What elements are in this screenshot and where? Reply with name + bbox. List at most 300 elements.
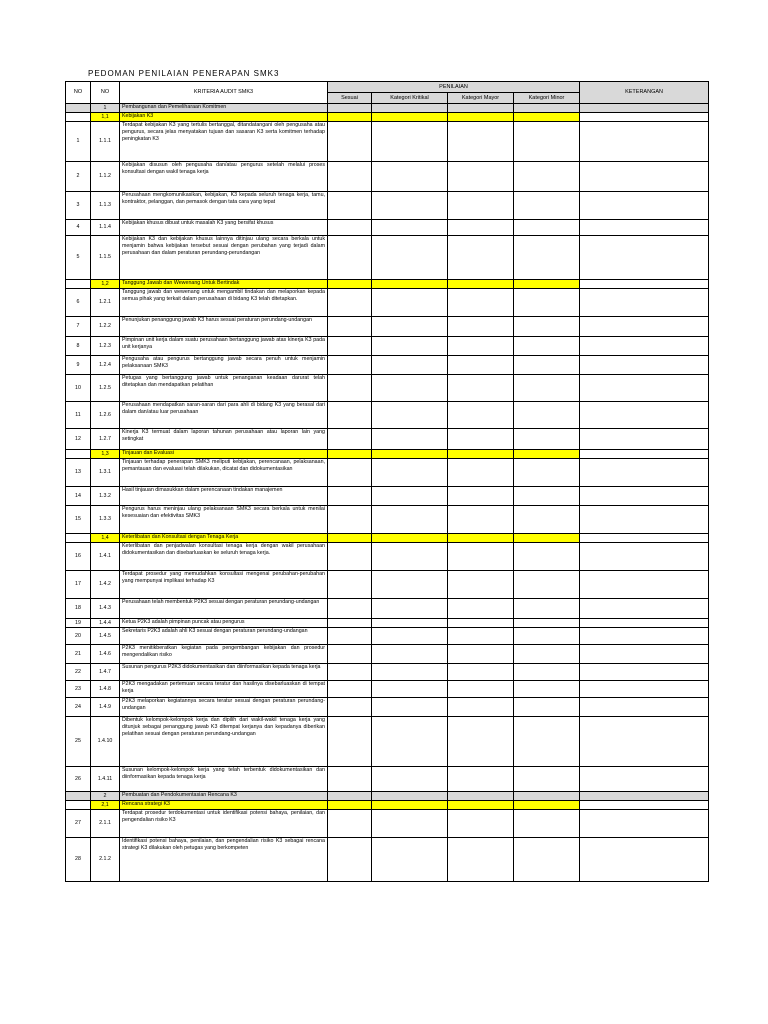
row-number — [66, 113, 91, 122]
table-row — [66, 792, 709, 801]
score-cell-sesuai[interactable] — [328, 767, 372, 792]
header-no-sub: NO — [91, 82, 120, 104]
score-cell-kritikal[interactable] — [372, 375, 448, 402]
criteria-number: 1.3.3 — [91, 506, 120, 534]
score-cell-sesuai[interactable] — [328, 356, 372, 375]
score-cell-kritikal[interactable] — [372, 717, 448, 767]
keterangan-cell — [580, 664, 709, 681]
score-cell-mayor[interactable] — [448, 767, 514, 792]
criteria-text: Perusahaan mengkomunikasikan, kebijakan, K3 kepada seluruh tenaga kerja, tamu, kontraktor, pelanggan, dan pemasok dengan tata cara yang tepat — [120, 192, 328, 220]
table-row — [66, 220, 709, 236]
row-number: 2 — [66, 162, 91, 192]
row-number: 12 — [66, 429, 91, 450]
score-cell-sesuai[interactable] — [328, 681, 372, 698]
keterangan-cell — [580, 289, 709, 317]
keterangan-cell — [580, 801, 709, 810]
table-row — [66, 599, 709, 619]
row-number: 3 — [66, 192, 91, 220]
score-cell-kritikal[interactable] — [372, 664, 448, 681]
table-row — [66, 450, 709, 459]
score-cell — [448, 801, 514, 810]
table-row — [66, 506, 709, 534]
keterangan-cell — [580, 375, 709, 402]
criteria-text: Petugas yang bertanggung jawab untuk penanganan keadaan darurat telah ditetapkan dan mendapatkan pelatihan — [120, 375, 328, 402]
score-cell-kritikal[interactable] — [372, 628, 448, 645]
row-number: 24 — [66, 698, 91, 717]
table-row — [66, 337, 709, 356]
subsection-number: 1,2 — [91, 280, 120, 289]
score-cell-minor[interactable] — [514, 810, 580, 838]
criteria-text: Terdapat prosedur terdokumentasi untuk identifikasi potensi bahaya, penilaian, dan pengendalian risiko K3 — [120, 810, 328, 838]
table-row — [66, 104, 709, 113]
criteria-text: Kebijakan K3 dan kebijakan khusus lainnya ditinjau ulang secara berkala untuk menjamin bahwa kebijakan tersebut sesuai dengan perubahan yang terjadi dalam perusahaan dan dalam peraturan perundang-perundangan — [120, 236, 328, 280]
keterangan-cell — [580, 571, 709, 599]
score-cell-kritikal[interactable] — [372, 192, 448, 220]
score-cell — [514, 450, 580, 459]
score-cell-mayor[interactable] — [448, 599, 514, 619]
table-row — [66, 113, 709, 122]
score-cell — [328, 534, 372, 543]
row-number: 1 — [66, 122, 91, 162]
score-cell-minor[interactable] — [514, 681, 580, 698]
criteria-text: Dibentuk kelompok-kelompok kerja dan dipilih dari wakil-wakil tenaga kerja yang ditunjuk sebagai penanggung jawab K3 ditempat kerjanya dan kepadanya diberikan pelatihan sesuai dengan peraturan perundang-undangan — [120, 717, 328, 767]
score-cell-minor[interactable] — [514, 767, 580, 792]
keterangan-cell — [580, 113, 709, 122]
row-number: 5 — [66, 236, 91, 280]
header-sesuai: Sesuai — [328, 93, 372, 104]
score-cell-minor[interactable] — [514, 375, 580, 402]
header-minor: Kategori Minor — [514, 93, 580, 104]
score-cell — [372, 801, 448, 810]
row-number: 18 — [66, 599, 91, 619]
score-cell — [448, 534, 514, 543]
criteria-text: Kebijakan disusun oleh pengusaha dan/atau pengurus setelah melalui proses konsultasi dengan wakil tenaga kerja — [120, 162, 328, 192]
score-cell-minor[interactable] — [514, 838, 580, 882]
keterangan-cell — [580, 220, 709, 236]
keterangan-cell — [580, 810, 709, 838]
table-row — [66, 317, 709, 337]
keterangan-cell — [580, 104, 709, 113]
criteria-text: P2K3 menitikberatkan kegiatan pada pengembangan kebijakan dan prosedur mengendalikan risiko — [120, 645, 328, 664]
score-cell — [448, 280, 514, 289]
score-cell-minor[interactable] — [514, 487, 580, 506]
score-cell-sesuai[interactable] — [328, 236, 372, 280]
score-cell-sesuai[interactable] — [328, 220, 372, 236]
score-cell-mayor[interactable] — [448, 645, 514, 664]
table-row — [66, 192, 709, 220]
score-cell-sesuai[interactable] — [328, 459, 372, 487]
criteria-number: 1.4.3 — [91, 599, 120, 619]
criteria-text: Terdapat kebijakan K3 yang tertulis bertanggal, ditandatangani oleh pengusaha atau pengurus, secara jelas menyatakan tujuan dan sasaran K3 serta komitmen terhadap peningkatan K3 — [120, 122, 328, 162]
subsection-title: Kebijakan K3 — [120, 113, 328, 122]
score-cell-minor[interactable] — [514, 543, 580, 571]
criteria-number: 2.1.1 — [91, 810, 120, 838]
criteria-number: 1.4.7 — [91, 664, 120, 681]
criteria-text: Pimpinan unit kerja dalam suatu perusahaan bertanggung jawab atas kinerja K3 pada unit kerjanya — [120, 337, 328, 356]
table-row — [66, 429, 709, 450]
score-cell-mayor[interactable] — [448, 356, 514, 375]
row-number — [66, 280, 91, 289]
score-cell-kritikal[interactable] — [372, 838, 448, 882]
score-cell-kritikal[interactable] — [372, 698, 448, 717]
criteria-number: 1.4.5 — [91, 628, 120, 645]
score-cell — [372, 792, 448, 801]
score-cell-kritikal[interactable] — [372, 506, 448, 534]
header-mayor: Kategori Mayor — [448, 93, 514, 104]
score-cell-kritikal[interactable] — [372, 599, 448, 619]
score-cell-sesuai[interactable] — [328, 506, 372, 534]
keterangan-cell — [580, 236, 709, 280]
score-cell-mayor[interactable] — [448, 162, 514, 192]
score-cell-kritikal[interactable] — [372, 356, 448, 375]
score-cell-mayor[interactable] — [448, 571, 514, 599]
keterangan-cell — [580, 628, 709, 645]
score-cell-sesuai[interactable] — [328, 619, 372, 628]
score-cell-kritikal[interactable] — [372, 810, 448, 838]
criteria-text: Tinjauan terhadap penerapan SMK3 meliputi kebijakan, perencanaan, pelaksanaan, pemantauan dan evaluasi telah dilakukan, dicatat dan didokumentasikan — [120, 459, 328, 487]
score-cell-sesuai[interactable] — [328, 487, 372, 506]
criteria-text: Hasil tinjauan dimasukkan dalam perencanaan tindakan manajemen — [120, 487, 328, 506]
row-number: 8 — [66, 337, 91, 356]
criteria-number: 1.1.4 — [91, 220, 120, 236]
table-row — [66, 664, 709, 681]
score-cell-sesuai[interactable] — [328, 162, 372, 192]
score-cell — [372, 280, 448, 289]
score-cell-sesuai[interactable] — [328, 122, 372, 162]
keterangan-cell — [580, 487, 709, 506]
criteria-number: 1.2.1 — [91, 289, 120, 317]
score-cell-mayor[interactable] — [448, 487, 514, 506]
row-number: 6 — [66, 289, 91, 317]
keterangan-cell — [580, 429, 709, 450]
score-cell-minor[interactable] — [514, 220, 580, 236]
score-cell-minor[interactable] — [514, 619, 580, 628]
criteria-number: 1.2.7 — [91, 429, 120, 450]
score-cell-minor[interactable] — [514, 628, 580, 645]
score-cell — [514, 104, 580, 113]
criteria-text: Pengusaha atau pengurus bertanggung jawab secara penuh untuk menjamin pelaksanaan SMK3 — [120, 356, 328, 375]
score-cell-minor[interactable] — [514, 289, 580, 317]
score-cell — [448, 104, 514, 113]
table-row — [66, 289, 709, 317]
subsection-title: Keterlibatan dan Konsultasi dengan Tenaga Kerja — [120, 534, 328, 543]
score-cell — [328, 792, 372, 801]
keterangan-cell — [580, 280, 709, 289]
criteria-text: Ketua P2K3 adalah pimpinan puncak atau pengurus — [120, 619, 328, 628]
row-number — [66, 534, 91, 543]
score-cell-mayor[interactable] — [448, 220, 514, 236]
score-cell-kritikal[interactable] — [372, 767, 448, 792]
score-cell-kritikal[interactable] — [372, 487, 448, 506]
score-cell — [328, 280, 372, 289]
score-cell-sesuai[interactable] — [328, 317, 372, 337]
row-number: 13 — [66, 459, 91, 487]
score-cell-minor[interactable] — [514, 162, 580, 192]
score-cell-mayor[interactable] — [448, 429, 514, 450]
table-row — [66, 698, 709, 717]
criteria-text: Terdapat prosedur yang memudahkan konsultasi mengenai perubahan-perubahan yang mempunyai implikasi terhadap K3 — [120, 571, 328, 599]
score-cell-sesuai[interactable] — [328, 599, 372, 619]
criteria-text: Keterlibatan dan penjadwalan konsultasi tenaga kerja dengan wakil perusahaan didokumentasikan dan disebarluaskan ke seluruh tenaga kerja. — [120, 543, 328, 571]
score-cell-sesuai[interactable] — [328, 698, 372, 717]
score-cell-kritikal[interactable] — [372, 681, 448, 698]
criteria-text: Susunan kelompok-kelompok kerja yang telah terbentuk didokumentasikan dan diinformasikan kepada tenaga kerja — [120, 767, 328, 792]
score-cell-minor[interactable] — [514, 664, 580, 681]
page-title: PEDOMAN PENILAIAN PENERAPAN SMK3 — [88, 69, 280, 78]
header-kriteria: KRITERIA AUDIT SMK3 — [120, 82, 328, 104]
criteria-text: P2K3 melaporkan kegiatannya secara teratur sesuai dengan peraturan perundang-undangan — [120, 698, 328, 717]
score-cell-sesuai[interactable] — [328, 402, 372, 429]
subsection-number: 1,4 — [91, 534, 120, 543]
keterangan-cell — [580, 717, 709, 767]
criteria-number: 1.2.6 — [91, 402, 120, 429]
score-cell-minor[interactable] — [514, 698, 580, 717]
criteria-number: 1.4.11 — [91, 767, 120, 792]
table-row — [66, 487, 709, 506]
score-cell-minor[interactable] — [514, 402, 580, 429]
score-cell — [514, 280, 580, 289]
keterangan-cell — [580, 402, 709, 429]
score-cell-mayor[interactable] — [448, 619, 514, 628]
row-number: 28 — [66, 838, 91, 882]
keterangan-cell — [580, 459, 709, 487]
score-cell-sesuai[interactable] — [328, 838, 372, 882]
criteria-text: Tanggung jawab dan wewenang untuk mengambil tindakan dan melaporkan kepada semua pihak yang terkait dalam perusahaan di bidang K3 telah ditetapkan. — [120, 289, 328, 317]
table-row — [66, 459, 709, 487]
row-number: 20 — [66, 628, 91, 645]
score-cell-mayor[interactable] — [448, 317, 514, 337]
table-row — [66, 681, 709, 698]
score-cell-mayor[interactable] — [448, 402, 514, 429]
section-number: 2 — [91, 792, 120, 801]
row-number — [66, 801, 91, 810]
score-cell-sesuai[interactable] — [328, 717, 372, 767]
subsection-title: Rencana strategi K3 — [120, 801, 328, 810]
score-cell-minor[interactable] — [514, 506, 580, 534]
score-cell-minor[interactable] — [514, 717, 580, 767]
score-cell-sesuai[interactable] — [328, 810, 372, 838]
score-cell-kritikal[interactable] — [372, 543, 448, 571]
header-keterangan: KETERANGAN — [580, 82, 709, 104]
score-cell-mayor[interactable] — [448, 664, 514, 681]
row-number: 15 — [66, 506, 91, 534]
score-cell-mayor[interactable] — [448, 236, 514, 280]
score-cell-kritikal[interactable] — [372, 220, 448, 236]
section-title: Pembuatan dan Pendokumentasian Rencana K3 — [120, 792, 328, 801]
score-cell-mayor[interactable] — [448, 122, 514, 162]
keterangan-cell — [580, 122, 709, 162]
row-number — [66, 792, 91, 801]
score-cell-sesuai[interactable] — [328, 571, 372, 599]
criteria-number: 1.1.1 — [91, 122, 120, 162]
table-row — [66, 810, 709, 838]
score-cell-kritikal[interactable] — [372, 619, 448, 628]
keterangan-cell — [580, 767, 709, 792]
header-no: NO — [66, 82, 91, 104]
score-cell — [328, 104, 372, 113]
section-number: 1 — [91, 104, 120, 113]
keterangan-cell — [580, 192, 709, 220]
keterangan-cell — [580, 599, 709, 619]
criteria-number: 2.1.2 — [91, 838, 120, 882]
row-number — [66, 104, 91, 113]
keterangan-cell — [580, 543, 709, 571]
score-cell-mayor[interactable] — [448, 543, 514, 571]
score-cell-sesuai[interactable] — [328, 429, 372, 450]
score-cell-kritikal[interactable] — [372, 317, 448, 337]
score-cell-sesuai[interactable] — [328, 337, 372, 356]
row-number: 10 — [66, 375, 91, 402]
keterangan-cell — [580, 534, 709, 543]
score-cell-kritikal[interactable] — [372, 337, 448, 356]
score-cell-sesuai[interactable] — [328, 628, 372, 645]
score-cell — [514, 792, 580, 801]
table-row — [66, 280, 709, 289]
criteria-number: 1.4.10 — [91, 717, 120, 767]
score-cell-mayor[interactable] — [448, 506, 514, 534]
score-cell — [448, 113, 514, 122]
keterangan-cell — [580, 356, 709, 375]
score-cell-minor[interactable] — [514, 429, 580, 450]
table-row — [66, 543, 709, 571]
table-row — [66, 122, 709, 162]
criteria-number: 1.4.9 — [91, 698, 120, 717]
header-penilaian: PENILAIAN — [328, 82, 580, 93]
row-number: 25 — [66, 717, 91, 767]
score-cell-sesuai[interactable] — [328, 645, 372, 664]
score-cell-mayor[interactable] — [448, 375, 514, 402]
section-title: Pembangunan dan Pemeliharaan Komitmen — [120, 104, 328, 113]
score-cell-mayor[interactable] — [448, 838, 514, 882]
table-row — [66, 801, 709, 810]
table-row — [66, 571, 709, 599]
criteria-number: 1.1.5 — [91, 236, 120, 280]
score-cell-mayor[interactable] — [448, 337, 514, 356]
score-cell-mayor[interactable] — [448, 717, 514, 767]
subsection-title: Tinjauan dan Evaluasi — [120, 450, 328, 459]
score-cell-kritikal[interactable] — [372, 459, 448, 487]
subsection-number: 1,3 — [91, 450, 120, 459]
score-cell-minor[interactable] — [514, 317, 580, 337]
keterangan-cell — [580, 506, 709, 534]
score-cell-minor[interactable] — [514, 571, 580, 599]
audit-table — [65, 81, 709, 882]
score-cell-sesuai[interactable] — [328, 664, 372, 681]
criteria-text: Sekretaris P2K3 adalah ahli K3 sesuai dengan peraturan perundang-undangan — [120, 628, 328, 645]
row-number: 16 — [66, 543, 91, 571]
criteria-number: 1.4.8 — [91, 681, 120, 698]
criteria-number: 1.2.4 — [91, 356, 120, 375]
criteria-text: Perusahaan mendapatkan saran-saran dari para ahli di bidang K3 yang berasal dari dalam dan/atau luar perusahaan — [120, 402, 328, 429]
score-cell-minor[interactable] — [514, 599, 580, 619]
criteria-text: Kinerja K3 termuat dalam laporan tahunan perusahaan atau laporan lain yang setingkat — [120, 429, 328, 450]
score-cell-minor[interactable] — [514, 645, 580, 664]
row-number: 4 — [66, 220, 91, 236]
keterangan-cell — [580, 317, 709, 337]
keterangan-cell — [580, 337, 709, 356]
score-cell-minor[interactable] — [514, 337, 580, 356]
row-number: 27 — [66, 810, 91, 838]
score-cell-kritikal[interactable] — [372, 236, 448, 280]
score-cell — [514, 534, 580, 543]
score-cell-sesuai[interactable] — [328, 289, 372, 317]
criteria-number: 1.4.1 — [91, 543, 120, 571]
criteria-text: Susunan pengurus P2K3 didokumentasikan dan diinformasikan kepada tenaga kerja — [120, 664, 328, 681]
row-number: 9 — [66, 356, 91, 375]
table-row — [66, 838, 709, 882]
keterangan-cell — [580, 619, 709, 628]
score-cell-minor[interactable] — [514, 236, 580, 280]
score-cell-mayor[interactable] — [448, 810, 514, 838]
score-cell — [372, 113, 448, 122]
criteria-number: 1.4.2 — [91, 571, 120, 599]
table-row — [66, 534, 709, 543]
score-cell-minor[interactable] — [514, 356, 580, 375]
score-cell — [514, 801, 580, 810]
table-row — [66, 645, 709, 664]
score-cell-kritikal[interactable] — [372, 571, 448, 599]
score-cell-mayor[interactable] — [448, 289, 514, 317]
score-cell-minor[interactable] — [514, 192, 580, 220]
keterangan-cell — [580, 450, 709, 459]
row-number: 11 — [66, 402, 91, 429]
table-row — [66, 717, 709, 767]
score-cell-mayor[interactable] — [448, 192, 514, 220]
criteria-text: Identifikasi potensi bahaya, penilaian, dan pengendalian risiko K3 sebagai rencana strategi K3 dilakukan oleh petugas yang berkompeten — [120, 838, 328, 882]
score-cell-minor[interactable] — [514, 122, 580, 162]
keterangan-cell — [580, 162, 709, 192]
row-number: 14 — [66, 487, 91, 506]
score-cell-kritikal[interactable] — [372, 162, 448, 192]
score-cell — [328, 450, 372, 459]
score-cell-minor[interactable] — [514, 459, 580, 487]
score-cell — [372, 450, 448, 459]
score-cell-mayor[interactable] — [448, 459, 514, 487]
subsection-title: Tanggung Jawab dan Wewenang Untuk Bertindak — [120, 280, 328, 289]
score-cell-sesuai[interactable] — [328, 192, 372, 220]
keterangan-cell — [580, 681, 709, 698]
score-cell-kritikal[interactable] — [372, 122, 448, 162]
table-body — [66, 104, 709, 882]
score-cell-kritikal[interactable] — [372, 429, 448, 450]
score-cell — [448, 450, 514, 459]
keterangan-cell — [580, 838, 709, 882]
criteria-number: 1.4.6 — [91, 645, 120, 664]
score-cell-mayor[interactable] — [448, 681, 514, 698]
table-row — [66, 236, 709, 280]
score-cell — [448, 792, 514, 801]
score-cell-sesuai[interactable] — [328, 543, 372, 571]
score-cell-mayor[interactable] — [448, 698, 514, 717]
criteria-text: Pengurus harus meninjau ulang pelaksanaan SMK3 secara berkala untuk menilai kesesuaian dan efektivitas SMK3 — [120, 506, 328, 534]
score-cell-sesuai[interactable] — [328, 375, 372, 402]
score-cell-kritikal[interactable] — [372, 402, 448, 429]
criteria-number: 1.3.2 — [91, 487, 120, 506]
subsection-number: 1,1 — [91, 113, 120, 122]
header-kritikal: Kategori Kritikal — [372, 93, 448, 104]
row-number: 26 — [66, 767, 91, 792]
criteria-text: Perusahaan telah membentuk P2K3 sesuai dengan peraturan perundang-undangan — [120, 599, 328, 619]
row-number: 19 — [66, 619, 91, 628]
row-number: 7 — [66, 317, 91, 337]
score-cell-kritikal[interactable] — [372, 645, 448, 664]
table-row — [66, 356, 709, 375]
row-number: 23 — [66, 681, 91, 698]
score-cell-kritikal[interactable] — [372, 289, 448, 317]
criteria-text: Kebijakan khusus dibuat untuk masalah K3 yang bersifat khusus — [120, 220, 328, 236]
score-cell-mayor[interactable] — [448, 628, 514, 645]
criteria-number: 1.2.3 — [91, 337, 120, 356]
